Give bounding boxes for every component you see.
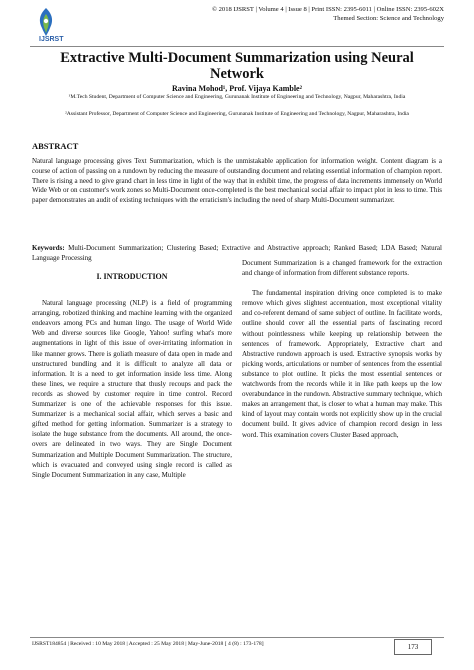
intro-paragraph: Natural language processing (NLP) is a field of programming arranging, robotized thinking and machine learning with the organized endeavors among PCs and human lingo. The usage of World Wide Web and diverse sources like Google, Yahoo! surfing what's more augmentations in light of this issue of over-irritating information in like manner grows. There is goliath measure of data open in made and unstructured bundling and it is difficult to analyze all data or information. It is a need to get information inside less time. Along these lines, we require a structure that thusly recoups and pack the records as showed by customer require in time control. Record Summarizer is one of the achievable responses for this issue. Summarizer is a mechanical social affair, which serves a basic and gifted method for getting information. Summarizer is a strategy to isolate the huge substance from the documents. All around, the once-overs are delineated in two ways. They are Single Document Summarization and Multiple Document Summarization. The structure, which is evacuated and conveyed using single record is called as Single Document Summarization in any case, Multiple bbox=[32, 299, 232, 479]
abstract-heading: ABSTRACT bbox=[32, 141, 79, 151]
left-column bbox=[32, 272, 232, 490]
logo-text: IJSRST bbox=[39, 36, 64, 43]
keywords-text: Multi-Document Summarization; Clustering Based; Extractive and Abstractive approach; Ranked Based; LDA Based; Natural Language Processing bbox=[32, 244, 442, 262]
affiliation-1: ¹M.Tech Student, Department of Computer Science and Engineering, Gurunanak Institute of Engineering and Technology, Nagpur, Maharashtra, India bbox=[68, 94, 406, 100]
paper-title: Extractive Multi-Document Summarization using Neural Network bbox=[60, 50, 414, 82]
footer-rule bbox=[30, 637, 444, 638]
header-rule bbox=[30, 46, 444, 47]
abstract-text: Natural language processing gives Text Summarization, which is the unmistakable application for information weight. Content diagram is a course of action of passing on a rundown by reducing the measure of outstanding document and relating essential information of champion report. There is rising a need to give grand chart in less time in light of the way that in exhibit time, the progress of data increments immensely on World Wide Web or on customer's work zones so Multi-Document once-completed is the best mechanical social affair to impact plot in less to time. This paper demonstrates an audit of existing techniques with the erraticism's including the need of sharp Multi-Document summarizer. bbox=[32, 157, 442, 205]
intro-paragraph-continued: Document Summarization is a changed framework for the extraction and change of information from different substance reports. bbox=[242, 259, 442, 278]
journal-logo-icon bbox=[30, 6, 62, 38]
page-number: 173 bbox=[394, 639, 432, 655]
affiliation-2: ²Assistant Professor, Department of Computer Science and Engineering, Gurunanak Institute of Engineering and Technology, Nagpur, Maharashtra, India bbox=[65, 111, 409, 117]
right-column bbox=[242, 258, 442, 450]
motivation-paragraph: The fundamental inspiration driving once completed is to make remove which gives slightest accentuation, most exceptional vitality and co-referent demand of same subject of outline. In facilitate words, outline should cover all the essential parts of fascinating record without pointlessness while keeping up relationship between the sentences of framework. Appropriately, Extractive chart and Abstractive rundown approach is used. Extractive synopsis works by picking words, articulations or number of sentences from the essential substance to plot outline. It picks the most essential sentences or watchwords from the records while it in like path keeps up the low overabundance in the rundown. Abstractive summary technique, which makes an arrangement that, is closer to what a human may make. This kind of layout may contain words not explicitly show up in the crucial document build. It gives advice of champion record design in less word. This examination covers Cluster Based approach, bbox=[242, 289, 442, 439]
section-heading: I. INTRODUCTION bbox=[96, 272, 168, 281]
journal-header-line: © 2018 IJSRST | Volume 4 | Issue 8 | Print ISSN: 2395-6011 | Online ISSN: 2395-602X bbox=[211, 6, 444, 13]
footer-info: IJSRST184854 | Received : 10 May 2018 | Accepted : 25 May 2018 | May-June-2018 [ 4 (8) : 173-178] bbox=[32, 641, 264, 647]
paper-authors: Ravina Mohod¹, Prof. Vijaya Kamble² bbox=[172, 84, 302, 93]
keywords-label: Keywords: bbox=[32, 244, 65, 252]
themed-section-line: Themed Section: Science and Technology bbox=[333, 15, 444, 22]
